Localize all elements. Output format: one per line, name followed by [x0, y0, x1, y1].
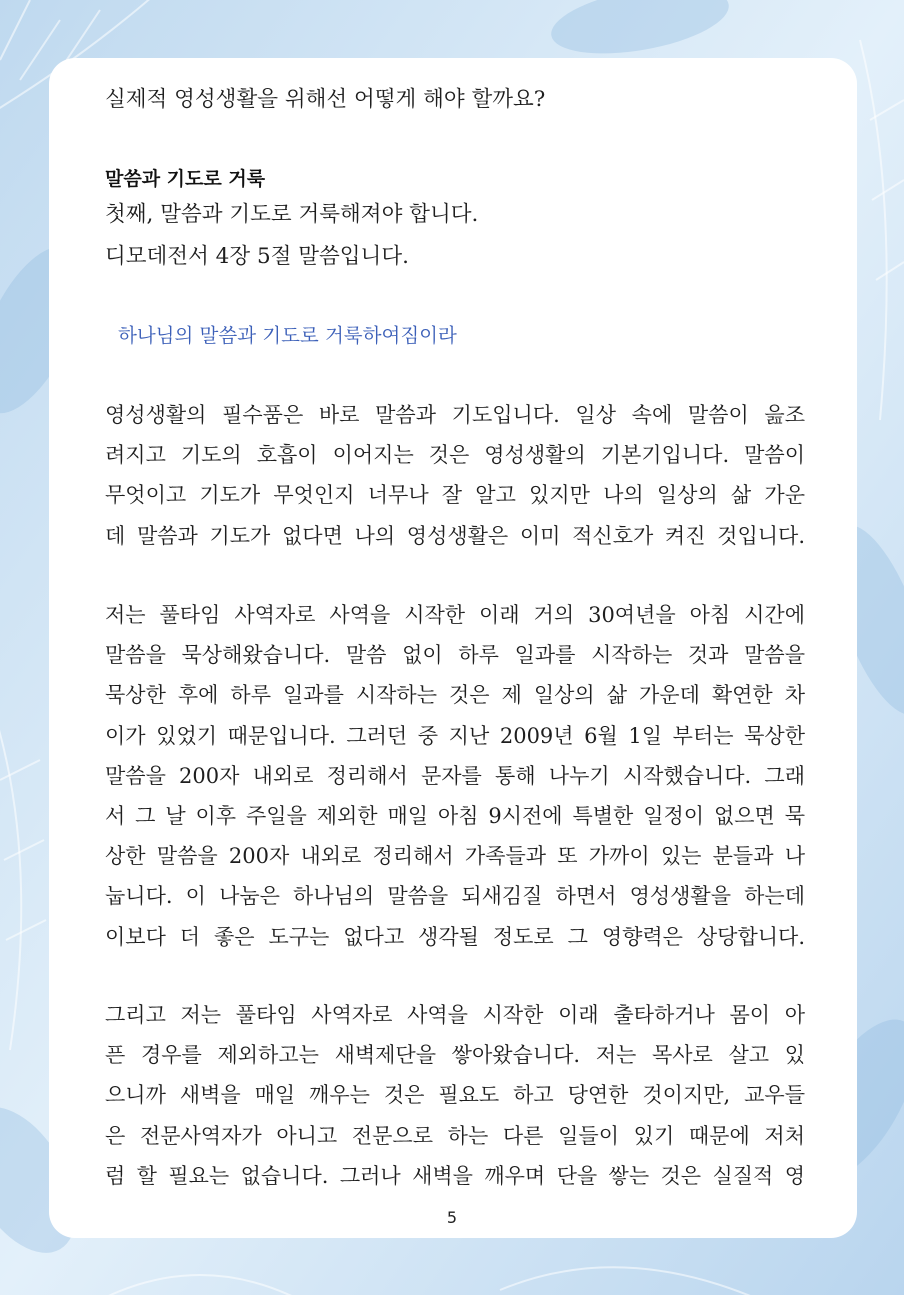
paragraph-3 — [105, 995, 805, 1196]
section-heading: 말씀과 기도로 거룩 — [105, 168, 266, 190]
intro-line: 디모데전서 4장 5절 말씀입니다. — [105, 244, 409, 269]
paragraph-line: 묵상한 후에 하루 일과를 시작하는 것은 제 일상의 삶 가운데 확연한 차 — [105, 683, 805, 708]
paragraph-line: 영성생활의 필수품은 바로 말씀과 기도입니다. 일상 속에 말씀이 읊조 — [105, 403, 805, 427]
paragraph-line: 그리고 저는 풀타임 사역자로 사역을 시작한 이래 출타하거나 몸이 아 — [105, 1003, 805, 1027]
paragraph-line: 저는 풀타임 사역자로 사역을 시작한 이래 거의 30여년을 아침 시간에 — [105, 603, 805, 627]
paragraph-line: 데 말씀과 기도가 없다면 나의 영성생활은 이미 적신호가 켜진 것입니다. — [105, 523, 805, 548]
paragraph-line: 무엇이고 기도가 무엇인지 너무나 잘 알고 있지만 나의 일상의 삶 가운 — [105, 483, 805, 508]
paragraph-line: 려지고 기도의 호흡이 이어지는 것은 영성생활의 기본기입니다. 말씀이 — [105, 443, 805, 468]
paragraph-line: 말씀을 묵상해왔습니다. 말씀 없이 하루 일과를 시작하는 것과 말씀을 — [105, 643, 805, 668]
question-line: 실제적 영성생활을 위해선 어떻게 해야 할까요? — [105, 87, 546, 112]
paragraph-line: 눕니다. 이 나눔은 하나님의 말씀을 되새김질 하면서 영성생활을 하는데 — [105, 884, 805, 909]
paragraph-line: 상한 말씀을 200자 내외로 정리해서 가족들과 또 가까이 있는 분들과 나 — [105, 844, 805, 869]
scripture-quote: 하나님의 말씀과 기도로 거룩하여짐이라 — [118, 324, 457, 347]
paragraph-2 — [105, 595, 805, 957]
intro-line: 첫째, 말씀과 기도로 거룩해져야 합니다. — [105, 202, 479, 227]
paragraph-line: 럼 할 필요는 없습니다. 그러나 새벽을 깨우며 단을 쌓는 것은 실질적 영 — [105, 1163, 805, 1188]
paragraph-line: 으니까 새벽을 매일 깨우는 것은 필요도 하고 당연한 것이지만, 교우들 — [105, 1083, 805, 1108]
page-number: 5 — [446, 1208, 458, 1227]
paragraph-line: 서 그 날 이후 주일을 제외한 매일 아침 9시전에 특별한 일정이 없으면 묵 — [105, 803, 805, 828]
paragraph-line: 말씀을 200자 내외로 정리해서 문자를 통해 나누기 시작했습니다. 그래 — [105, 763, 805, 788]
paragraph-1 — [105, 395, 805, 556]
paragraph-line: 은 전문사역자가 아니고 전문으로 하는 다른 일들이 있기 때문에 저처 — [105, 1123, 805, 1148]
paragraph-line: 이가 있었기 때문입니다. 그러던 중 지난 2009년 6월 1일 부터는 묵상한 — [105, 723, 805, 748]
paragraph-line: 픈 경우를 제외하고는 새벽제단을 쌓아왔습니다. 저는 목사로 살고 있 — [105, 1043, 805, 1068]
paragraph-line: 이보다 더 좋은 도구는 없다고 생각될 정도로 그 영향력은 상당합니다. — [105, 924, 805, 949]
